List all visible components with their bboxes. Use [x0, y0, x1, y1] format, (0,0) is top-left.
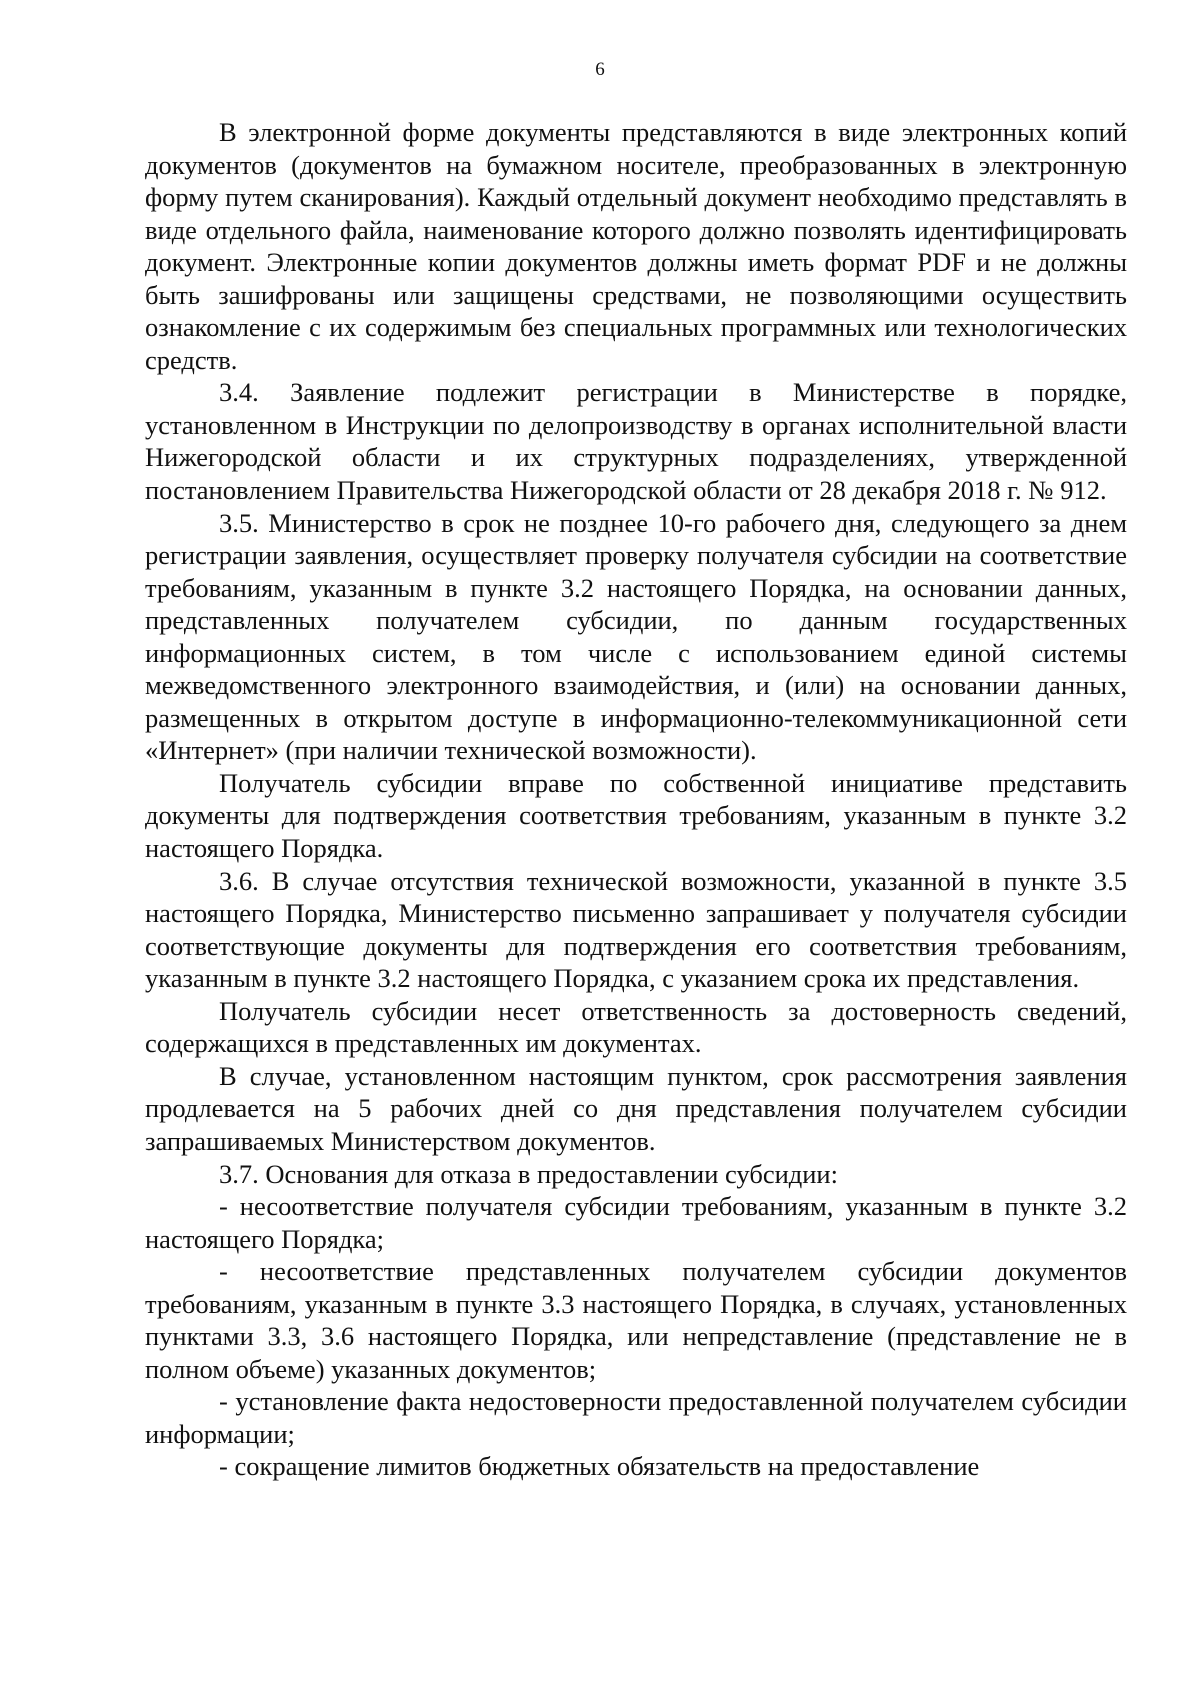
paragraph-recipient-initiative: Получатель субсидии вправе по собственной инициативе представить документы для подтверждения соответствия требованиям, указанным в пункте 3.2 настоящего Порядка.: [145, 767, 1127, 864]
list-item-requirements-mismatch: - несоответствие получателя субсидии требованиям, указанным в пункте 3.2 настоящего Порядка;: [145, 1191, 1127, 1254]
paragraph-3-5-verification: 3.5. Министерство в срок не позднее 10-го рабочего дня, следующего за днем регистрации заявления, осуществляет проверку получателя субсидии на соответствие требованиям, указанным в пункте 3.2 настоящего Порядка, на основании данных, представленных получателем субсидии, по данным государственных информационных систем, в том числе с использованием единой системы межведомственного электронного взаимодействия, и (или) на основании данных, размещенных в открытом доступе в информационно-телекоммуникационной сети «Интернет» (при наличии технической возможности).: [145, 507, 1127, 766]
list-item-false-information: - установление факта недостоверности предоставленной получателем субсидии информации;: [145, 1386, 1127, 1449]
paragraph-3-6-no-technical-possibility: 3.6. В случае отсутствия технической возможности, указанной в пункте 3.5 настоящего Порядка, Министерство письменно запрашивает у получателя субсидии соответствующие документы для подтверждения его соответствия требованиям, указанным в пункте 3.2 настоящего Порядка, с указанием срока их представления.: [145, 865, 1127, 994]
page-number: 6: [595, 59, 605, 80]
list-item-documents-mismatch: - несоответствие представленных получателем субсидии документов требованиям, указанным в пункте 3.3 настоящего Порядка, в случаях, установленных пунктами 3.3, 3.6 настоящего Порядка, или непредставление (представление не в полном объеме) указанных документов;: [145, 1256, 1127, 1384]
paragraph-3-7-refusal-grounds: 3.7. Основания для отказа в предоставлении субсидии:: [219, 1158, 838, 1189]
list-item-budget-reduction: - сокращение лимитов бюджетных обязательств на предоставление: [219, 1451, 980, 1482]
paragraph-recipient-responsibility: Получатель субсидии несет ответственность за достоверность сведений, содержащихся в представленных им документах.: [145, 995, 1127, 1059]
document-body: [145, 116, 1127, 1483]
paragraph-electronic-form: В электронной форме документы представляются в виде электронных копий документов (документов на бумажном носителе, преобразованных в электронную форму путем сканирования). Каждый отдельный документ необходимо представлять в виде отдельного файла, наименование которого должно позволять идентифицировать документ. Электронные копии документов должны иметь формат PDF и не должны быть зашифрованы или защищены средствами, не позволяющими осуществить ознакомление с их содержимым без специальных программных или технологических средств.: [145, 117, 1127, 375]
paragraph-3-4-registration: 3.4. Заявление подлежит регистрации в Министерстве в порядке, установленном в Инструкции по делопроизводству в органах исполнительной власти Нижегородской области и их структурных подразделениях, утвержденной постановлением Правительства Нижегородской области от 28 декабря 2018 г. № 912.: [145, 377, 1127, 506]
paragraph-term-extension: В случае, установленном настоящим пунктом, срок рассмотрения заявления продлевается на 5 рабочих дней со дня представления получателем субсидии запрашиваемых Министерством документов.: [145, 1060, 1127, 1156]
